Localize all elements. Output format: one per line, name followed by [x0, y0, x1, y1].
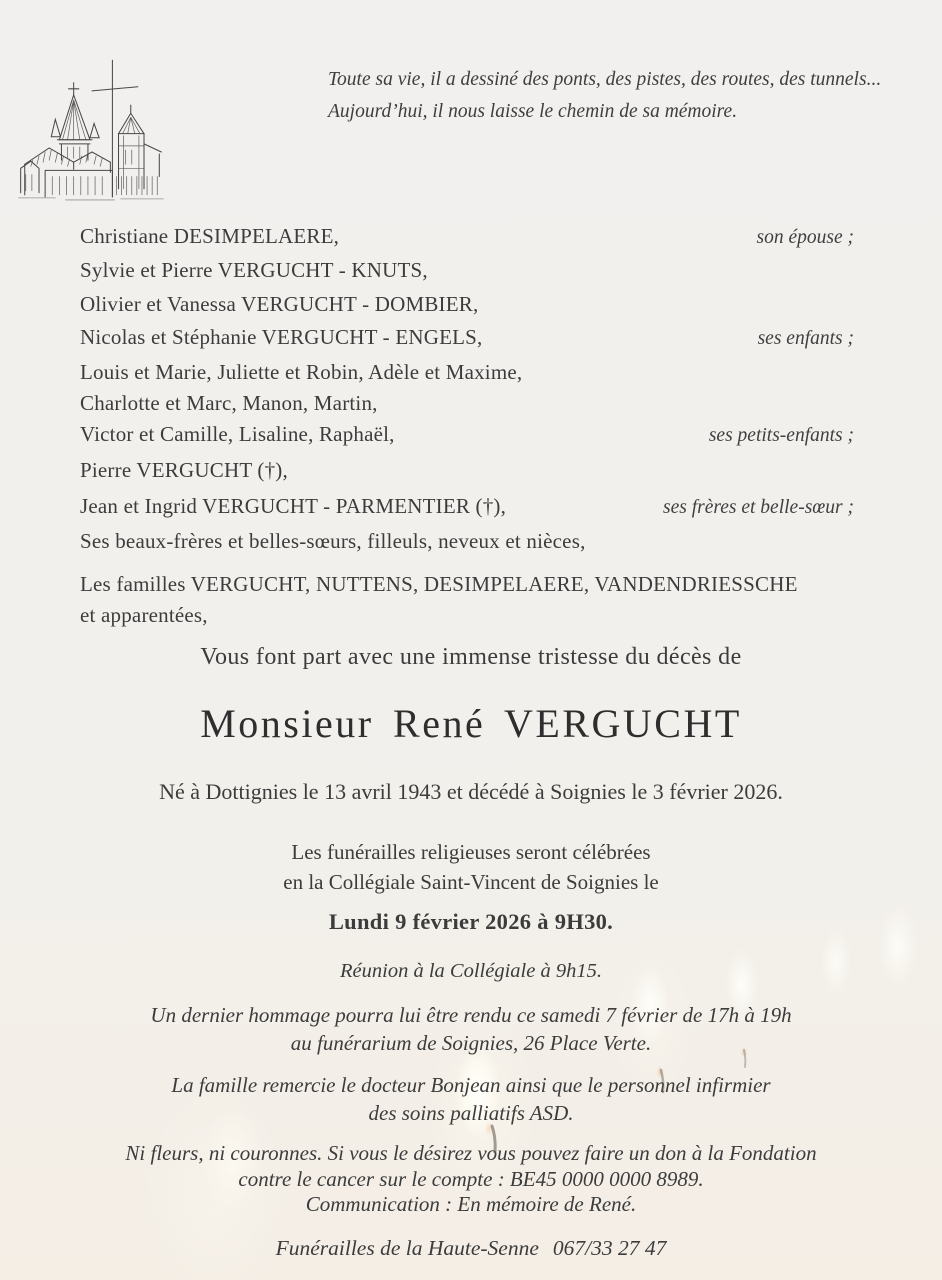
- ceremony-datetime: Lundi 9 février 2026 à 9H30.: [328, 909, 614, 934]
- family-name: Victor et Camille, Lisaline, Raphaël,: [80, 422, 395, 446]
- donation-paragraph: [0, 1141, 942, 1218]
- family-name: Nicolas et Stéphanie VERGUCHT - ENGELS,: [80, 325, 483, 349]
- family-line: [80, 391, 854, 416]
- family-name: et apparentées,: [80, 603, 208, 627]
- family-name: Christiane DESIMPELAERE,: [80, 224, 340, 248]
- ceremony-meeting: Réunion à la Collégiale à 9h15.: [340, 960, 602, 982]
- donation-line3: Communication : En mémoire de René.: [305, 1192, 637, 1216]
- ceremony-details: [0, 837, 942, 897]
- thanks-line2: des soins palliatifs ASD.: [368, 1100, 574, 1125]
- tribute-line1: Un dernier hommage pourra lui être rendu ce samedi 7 février de 17h à 19h: [150, 1003, 792, 1027]
- family-name: Charlotte et Marc, Manon, Martin,: [80, 391, 378, 415]
- family-line: [80, 603, 854, 628]
- family-line-grandchildren: [80, 422, 854, 447]
- deceased-name: Monsieur René VERGUCHT: [200, 701, 742, 746]
- family-name: Les familles VERGUCHT, NUTTENS, DESIMPELAERE, VANDENDRIESSCHE: [80, 572, 798, 596]
- family-line-children: [80, 325, 854, 350]
- family-line: [80, 529, 854, 554]
- tribute-line2: au funérarium de Soignies, 26 Place Verte.: [290, 1030, 652, 1055]
- family-line: [80, 360, 854, 385]
- ceremony-line1: Les funérailles religieuses seront célébrées: [291, 840, 651, 864]
- funeral-home-phone: 067/33 27 47: [552, 1236, 667, 1260]
- family-name: Jean et Ingrid VERGUCHT - PARMENTIER (†),: [80, 494, 507, 518]
- family-name: Pierre VERGUCHT (†),: [80, 458, 288, 482]
- family-name: Olivier et Vanessa VERGUCHT - DOMBIER,: [80, 292, 479, 316]
- thanks-paragraph: [0, 1072, 942, 1127]
- family-line: [80, 458, 854, 483]
- life-dates: Né à Dottignies le 13 avril 1943 et décédé à Soignies le 3 février 2026.: [159, 779, 783, 804]
- memorial-quote: [328, 64, 881, 128]
- tribute-details: [0, 1002, 942, 1057]
- donation-line2: contre le cancer sur le compte : BE45 0000 0000 8989.: [238, 1166, 704, 1191]
- family-line: [80, 258, 854, 283]
- funeral-home-name: Funérailles de la Haute-Senne: [275, 1236, 539, 1260]
- memorial-quote-line1: Toute sa vie, il a dessiné des ponts, des pistes, des routes, des tunnels...: [328, 69, 882, 90]
- family-line-spouse: [80, 224, 854, 249]
- family-line-siblings: [80, 494, 854, 519]
- church-sketch-with-cross-icon: [12, 46, 170, 204]
- thanks-line1: La famille remercie le docteur Bonjean ainsi que le personnel infirmier: [171, 1073, 771, 1097]
- family-line: [80, 292, 854, 317]
- announcement-line: Vous font part avec une immense tristesse du décès de: [200, 644, 742, 670]
- family-line-families: [80, 572, 854, 597]
- ceremony-line2: en la Collégiale Saint-Vincent de Soignies le: [283, 870, 659, 894]
- memorial-quote-line2: Aujourd’hui, il nous laisse le chemin de sa mémoire.: [328, 101, 738, 122]
- family-name: Louis et Marie, Juliette et Robin, Adèle et Maxime,: [80, 360, 523, 384]
- relation-label: ses frères et belle-sœur ;: [663, 497, 854, 518]
- relation-label: ses enfants ;: [757, 328, 854, 349]
- donation-line1: Ni fleurs, ni couronnes. Si vous le désirez vous pouvez faire un don à la Fondation: [125, 1141, 817, 1165]
- relation-label: ses petits-enfants ;: [708, 425, 854, 446]
- family-name: Sylvie et Pierre VERGUCHT - KNUTS,: [80, 258, 428, 282]
- relation-label: son épouse ;: [756, 227, 854, 248]
- funeral-home-footer: [0, 1236, 942, 1261]
- family-name: Ses beaux-frères et belles-sœurs, filleuls, neveux et nièces,: [80, 529, 586, 553]
